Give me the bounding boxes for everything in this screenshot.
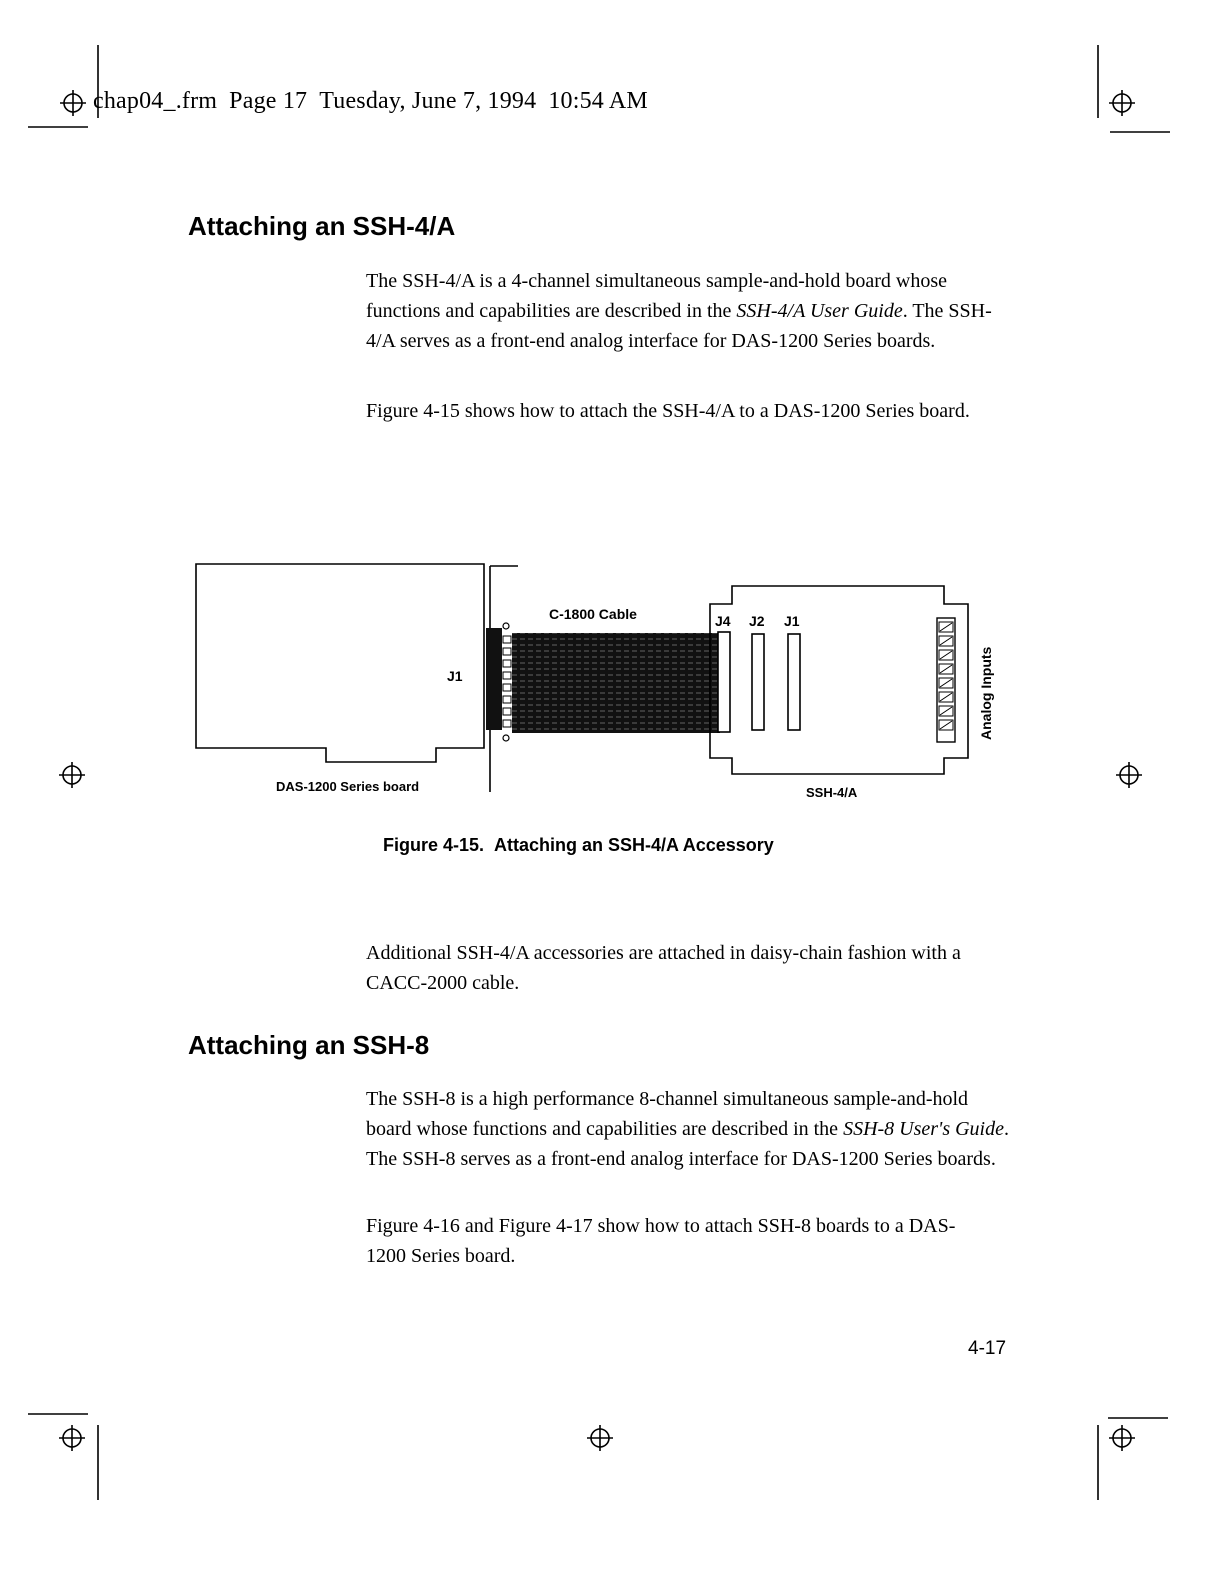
figure-caption-text: Attaching an SSH-4/A Accessory [494,835,774,855]
label-ssh-j2: J2 [749,613,765,629]
paragraph-figure-ref-ssh8: Figure 4-16 and Figure 4-17 show how to attach SSH-8 boards to a DAS-1200 Series board. [366,1215,956,1267]
das-board-outline [196,564,484,762]
label-ssh4a-board: SSH-4/A [806,785,858,800]
label-ssh-j1: J1 [784,613,800,629]
section-heading-ssh4a: Attaching an SSH-4/A [188,211,456,241]
paragraph-figure-ref: Figure 4-15 shows how to attach the SSH-4/A to a DAS-1200 Series board. [366,400,970,422]
header-page: Page 17 [229,88,308,114]
label-cable: C-1800 Cable [549,606,637,622]
text-run: . The SSH-8 serves as a front-end analog interface for DAS-1200 Series boards. [366,1118,1009,1170]
text-run: . The SSH-4/A serves as a front-end analog interface for DAS-1200 Series boards. [366,300,992,352]
label-das-board: DAS-1200 Series board [276,779,420,794]
guide-title: SSH-4/A User Guide [736,300,903,322]
text-run: The SSH-8 is a high performance 8-channel simultaneous sample-and-hold board whose functions and capabilities are described in the [366,1088,969,1140]
text-run: The SSH-4/A is a 4-channel simultaneous sample-and-hold board whose functions and capabilities are described in the [366,270,947,322]
figure-caption [383,835,774,856]
label-ssh-j4: J4 [715,613,731,629]
header-time: 10:54 AM [548,88,648,114]
guide-title: SSH-8 User's Guide [843,1118,1004,1140]
figure-caption-label: Figure 4-15. [383,835,485,855]
c1800-cable [512,633,720,733]
label-das-j1: J1 [447,668,463,684]
paragraph-ssh8-intro [366,1084,1016,1174]
ssh-j4-connector [718,632,730,732]
header-date: Tuesday, June 7, 1994 [319,88,537,114]
das-j1-connector [486,628,502,730]
label-analog-inputs: Analog Inputs [978,646,994,740]
ssh-j1-connector [788,634,800,730]
ssh-j2-connector [752,634,764,730]
section-heading-ssh8: Attaching an SSH-8 [188,1030,430,1060]
header-filename: chap04_.frm [93,88,218,114]
page-number: 4-17 [968,1338,1007,1359]
paragraph-daisy-chain: Additional SSH-4/A accessories are attached in daisy-chain fashion with a CACC-2000 cable. [366,942,961,994]
